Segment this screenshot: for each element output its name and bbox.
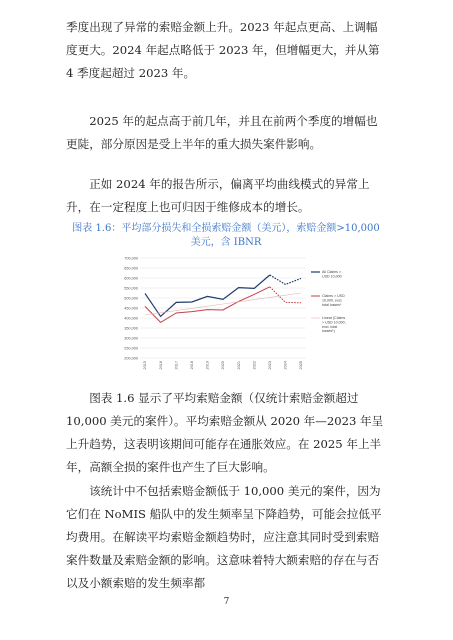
legend-label: Linear (Claims > USD 10,000, excl. total losses*) xyxy=(322,316,346,334)
x-tick-label: 2020 xyxy=(221,361,226,370)
line-chart xyxy=(108,252,346,380)
chart-series xyxy=(145,275,301,322)
series-line xyxy=(145,287,270,323)
x-tick-label: 2023 xyxy=(268,361,272,370)
chart-legend xyxy=(311,270,346,333)
y-tick-label: 600,000 xyxy=(124,276,138,281)
x-tick-label: 2021 xyxy=(236,361,241,370)
x-tick-label: 2018 xyxy=(190,361,194,370)
y-tick-label: 650,000 xyxy=(124,266,138,271)
x-tick-label: 2022 xyxy=(252,361,257,370)
figure-caption: 图表 1.6：平均部分损失和全损索赔金额（美元），索赔金额>10,000 美元，含 IBNR xyxy=(72,223,380,248)
x-tick-label: 2019 xyxy=(205,361,210,370)
paragraph-4: 图表 1.6 显示了平均索赔金额（仅统计索赔金额超过 10,000 美元的案件）。平均索赔金额从 2020 年—2023 年呈上升趋势，这表明该期间可能存在通胀效应。在 2025 年上半年，高额全损的案件也产生了巨大影响。 xyxy=(66,391,384,474)
y-tick-label: 250,000 xyxy=(124,346,138,351)
series-line-projected xyxy=(270,275,301,284)
x-tick-label: 2017 xyxy=(174,361,179,370)
series-line xyxy=(145,293,301,315)
y-tick-label: 700,000 xyxy=(124,256,138,261)
paragraph-5: 该统计中不包括索赔金额低于 10,000 美元的案件，因为它们在 NoMIS 船队中的发生频率呈下降趋势，可能会拉低平均费用。在解读平均索赔金额趋势时，应注意其同时受到索赔案件数量及索赔金额的影响。这意味着特大额索赔的存在与否以及小额索赔的发生频率都 xyxy=(66,484,382,590)
legend-label: All Claims > USD 10,000 xyxy=(322,270,342,279)
x-tick-label: 2015 xyxy=(143,361,148,370)
x-tick-label: 2024 xyxy=(283,361,288,370)
x-axis xyxy=(143,361,303,369)
page-number: 7 xyxy=(223,597,230,607)
paragraph-1: 季度出现了异常的索赔金额上升。2023 年起点更高、上调幅度更大。2024 年起点略低于 2023 年，但增幅更大，并从第 4 季度起超过 2023 年。 xyxy=(66,20,380,80)
y-tick-label: 500,000 xyxy=(124,296,138,301)
paragraph-3: 正如 2024 年的报告所示，偏离平均曲线模式的异常上升，在一定程度上也可归因于维修成本的增长。 xyxy=(66,177,370,214)
series-line-projected xyxy=(270,287,301,303)
y-tick-label: 450,000 xyxy=(124,306,138,311)
legend-label: Claims > USD 10,000, excl. total losses* xyxy=(322,294,345,307)
paragraph-2: 2025 年的起点高于前几年，并且在前两个季度的增幅也更陡，部分原因是受上半年的重大损失案件影响。 xyxy=(66,114,378,151)
x-tick-label: 2025 xyxy=(299,361,304,370)
chart-grid xyxy=(140,258,306,358)
y-tick-label: 400,000 xyxy=(124,316,138,321)
y-tick-label: 350,000 xyxy=(124,326,138,331)
x-tick-label: 2016 xyxy=(158,361,163,370)
y-tick-label: 300,000 xyxy=(124,336,138,341)
y-tick-label: 200,000 xyxy=(124,356,138,361)
y-axis xyxy=(124,257,138,361)
y-tick-label: 550,000 xyxy=(124,286,138,291)
